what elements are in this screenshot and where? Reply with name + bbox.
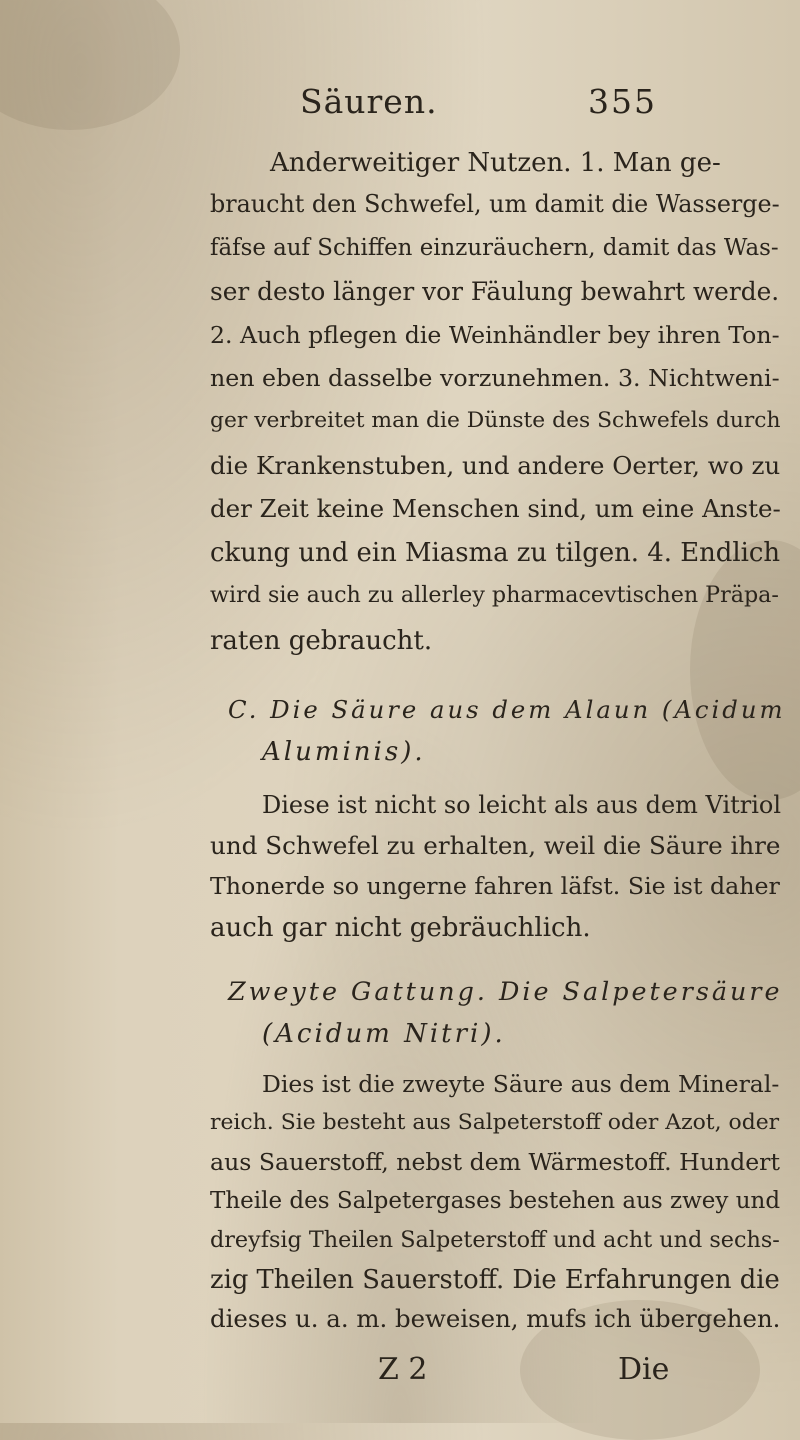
section-heading: Zweyte Gattung. Die Salpetersäure (228, 976, 783, 1006)
signature-mark: Z 2 (378, 1352, 428, 1387)
text-line: ser desto länger vor Fäulung bewahrt werde. (210, 277, 780, 306)
text-line: Anderweitiger Nutzen. 1. Man ge- (270, 148, 721, 178)
text-line: dieses u. a. m. beweisen, mufs ich übergehen. (210, 1304, 781, 1333)
text-line: nen eben dasselbe vorzunehmen. 3. Nichtweni- (210, 364, 780, 392)
text-line: Diese ist nicht so leicht als aus dem Vitriol (262, 791, 782, 819)
text-line: wird sie auch zu allerley pharmacevtischen Präpa- (210, 582, 779, 608)
text-line: Theile des Salpetergases bestehen aus zwey und (210, 1188, 781, 1214)
running-head: Säuren. (300, 82, 438, 121)
text-line: ckung und ein Miasma zu tilgen. 4. Endlich (210, 538, 781, 568)
text-line: braucht den Schwefel, um damit die Wasserge- (210, 190, 780, 218)
section-heading: C. Die Säure aus dem Alaun (Acidum (228, 695, 786, 724)
text-line: dreyfsig Theilen Salpeterstoff und acht und sechs- (210, 1227, 780, 1253)
text-line: fäfse auf Schiffen einzuräuchern, damit das Was- (210, 235, 779, 261)
text-line: reich. Sie besteht aus Salpeterstoff oder Azot, oder (210, 1110, 780, 1135)
text-line: 2. Auch pflegen die Weinhändler bey ihren Ton- (210, 321, 780, 349)
page-number: 355 (588, 82, 657, 121)
text-line: die Krankenstuben, und andere Oerter, wo zu (210, 451, 781, 480)
text-line: der Zeit keine Menschen sind, um eine Anste- (210, 494, 781, 523)
text-line: raten gebraucht. (210, 626, 433, 656)
text-line: und Schwefel zu erhalten, weil die Säure ihre (210, 831, 781, 860)
text-line: ger verbreitet man die Dünste des Schwefels durch (210, 408, 781, 433)
text-line: Dies ist die zweyte Säure aus dem Mineral- (262, 1070, 780, 1098)
paper-stain (690, 540, 800, 800)
text-line: aus Sauerstoff, nebst dem Wärmestoff. Hundert (210, 1148, 780, 1176)
text-line: zig Theilen Sauerstoff. Die Erfahrungen die (210, 1265, 780, 1295)
section-heading: (Acidum Nitri). (262, 1019, 506, 1049)
text-line: Thonerde so ungerne fahren läfst. Sie ist daher (210, 872, 780, 900)
page-header (0, 78, 800, 128)
text-line: auch gar nicht gebräuchlich. (210, 913, 591, 943)
section-heading: Aluminis). (262, 737, 426, 767)
catchword: Die (618, 1352, 670, 1387)
